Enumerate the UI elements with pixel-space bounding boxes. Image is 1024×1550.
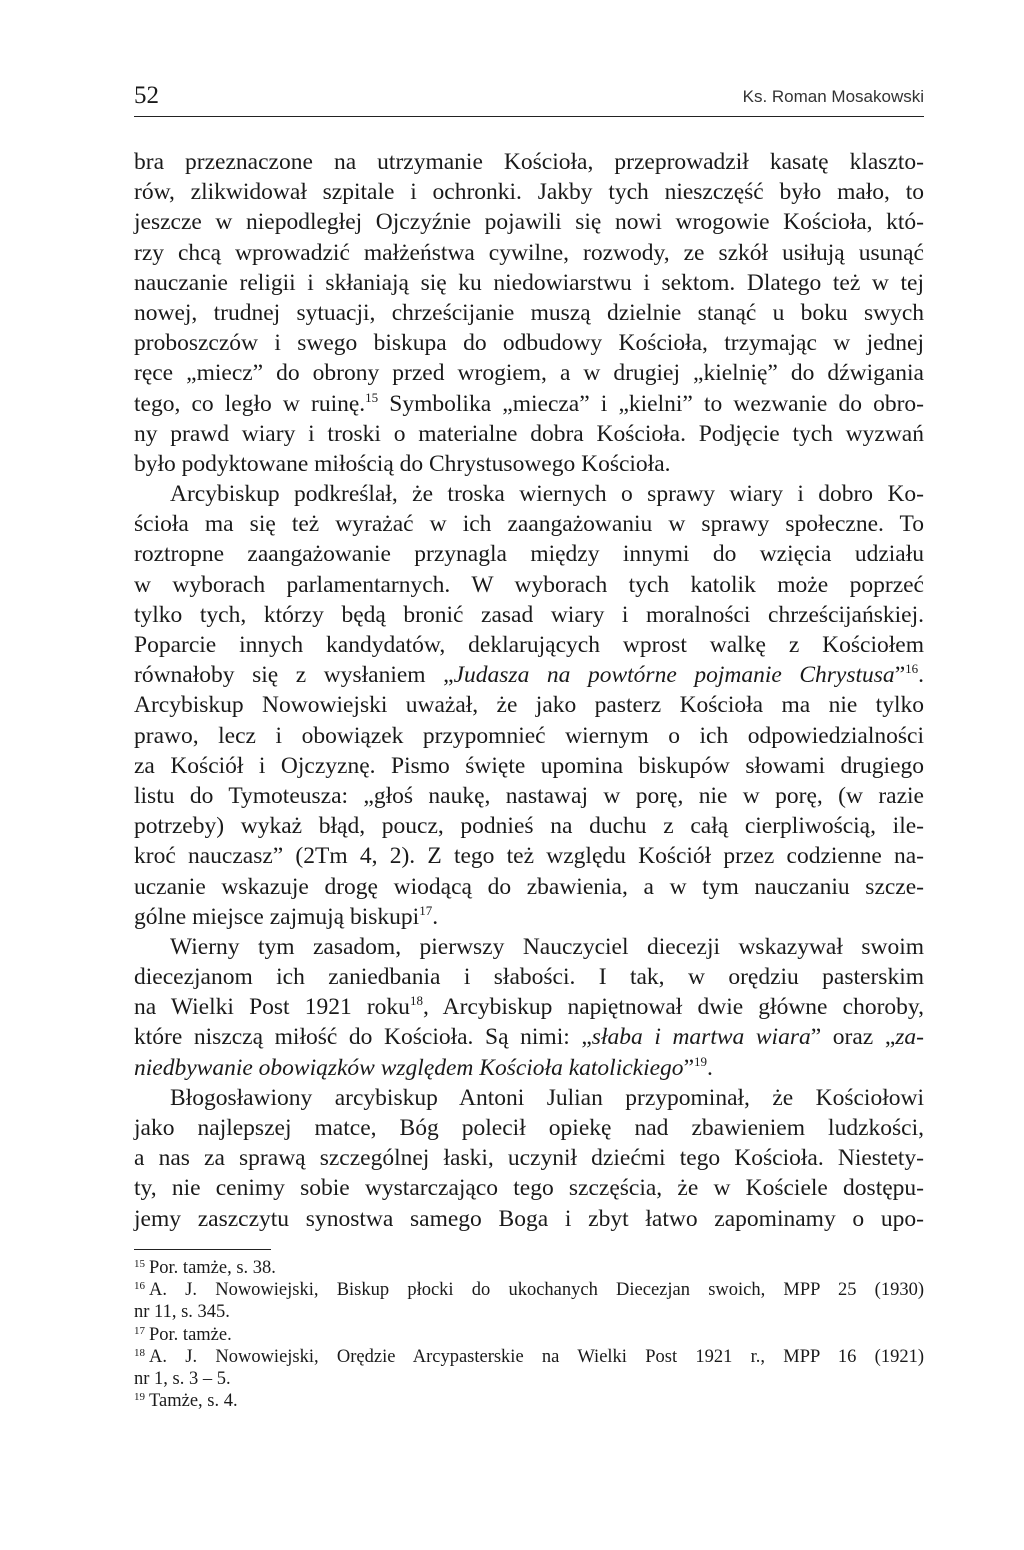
text-line <box>134 1053 924 1083</box>
footnote-divider <box>134 1249 271 1250</box>
text-segment: równałoby się z wysłaniem „ <box>134 662 454 689</box>
text-line: Arcybiskup Nowowiejski uważał, że jako pasterz Kościoła ma nie tylko <box>134 692 924 719</box>
text-segment: ” <box>894 662 906 689</box>
text-line: rzy chcą wprowadzić małżeństwa cywilne, rozwody, ze szkół usiłują usunąć <box>134 239 924 266</box>
text-segment: Symbolika „miecza” i „kielni” to wezwanie do obro- <box>378 390 924 417</box>
italic-quote: za- <box>895 1024 924 1051</box>
footnote <box>134 1390 924 1412</box>
text-line: nowej, trudnej sytuacji, chrześcijanie muszą dzielnie stanąć u boku swych <box>134 299 924 326</box>
text-segment: . <box>918 662 924 689</box>
footnote <box>134 1257 924 1279</box>
footnote-ref: 19 <box>694 1053 707 1069</box>
text-line <box>134 389 924 419</box>
text-line <box>134 992 924 1022</box>
text-line: rów, zlikwidował szpitale i ochronki. Jakby tych nieszczęść było mało, to <box>134 179 924 206</box>
text-line: nauczanie religii i skłaniają się ku niedowiarstwu i sektom. Dlatego też w tej <box>134 269 924 296</box>
text-segment: gólne miejsce zajmują biskupi <box>134 903 420 930</box>
text-line: Błogosławiony arcybiskup Antoni Julian przypominał, że Kościołowi <box>170 1084 924 1111</box>
text-line <box>134 902 924 932</box>
text-line: ny prawd wiary i troski o materialne dobra Kościoła. Podjęcie tych wyzwań <box>134 420 924 447</box>
text-line: proboszczów i swego biskupa do odbudowy Kościoła, trzymając w jednej <box>134 330 924 357</box>
footnote-line <box>134 1324 924 1346</box>
page-header <box>134 82 924 117</box>
text-line: a nas za sprawą szczególnej łaski, uczynił dziećmi tego Kościoła. Niestety- <box>134 1145 924 1172</box>
footnote-line <box>134 1279 924 1301</box>
footnote-line: nr 1, s. 3 – 5. <box>134 1368 231 1389</box>
footnote-line <box>134 1346 924 1368</box>
footnote-line: nr 11, s. 345. <box>134 1302 230 1323</box>
paragraph <box>134 479 924 932</box>
footnote-text: Por. tamże. <box>149 1324 232 1345</box>
footnote-text: Por. tamże, s. 38. <box>149 1258 276 1278</box>
text-line: roztropne zaangażowanie przynagla między innymi do wzięcia udziału <box>134 541 924 568</box>
text-segment: ” oraz „ <box>810 1024 896 1051</box>
body-text <box>134 147 924 1234</box>
footnote-line <box>134 1390 924 1412</box>
text-line: Arcybiskup podkreślał, że troska wiernych o sprawy wiary i dobro Ko- <box>170 481 924 508</box>
text-line <box>134 660 924 690</box>
text-line: diecezjanom ich zaniedbania i słabości. I tak, w orędziu pasterskim <box>134 964 924 991</box>
text-segment: . <box>432 903 439 930</box>
text-segment: . <box>707 1054 713 1081</box>
footnote-ref: 17 <box>419 902 433 918</box>
footnote-number: 19 <box>134 1391 145 1404</box>
paragraph <box>134 932 924 1083</box>
page-number: 52 <box>134 82 159 109</box>
text-line: jako najlepszej matce, Bóg polecił opiekę nad zbawieniem ludzkości, <box>134 1115 924 1141</box>
footnotes <box>134 1257 924 1412</box>
footnote-number: 15 <box>134 1258 145 1270</box>
text-line: jeszcze w niepodległej Ojczyźnie pojawili się nowi wrogowie Kościoła, któ- <box>134 209 924 236</box>
text-segment: które niszczą miłość do Kościoła. Są nimi: „ <box>134 1024 592 1051</box>
text-line: ręce „miecz” do obrony przed wrogiem, a w drugiej „kielnię” do dźwigania <box>134 360 924 387</box>
text-segment: , Arcybiskup napiętnował dwie główne choroby, <box>422 994 924 1021</box>
footnote <box>134 1346 924 1390</box>
footnote-text: A. J. Nowowiejski, Biskup płocki do ukochanych Diecezjan swoich, MPP 25 (1930) <box>149 1280 924 1301</box>
text-segment: ” <box>683 1054 694 1081</box>
footnote-number: 16 <box>134 1280 145 1293</box>
footnote-text: Tamże, s. 4. <box>149 1391 238 1412</box>
footnote-number: 18 <box>134 1346 145 1359</box>
running-head-author: Ks. Roman Mosakowski <box>742 87 924 106</box>
footnote-line <box>134 1257 924 1279</box>
text-line: w wyborach parlamentarnych. W wyborach tych katolik może poprzeć <box>134 571 924 598</box>
text-line: ty, nie cenimy sobie wystarczająco tego szczęścia, że w Kościele dostępu- <box>134 1175 924 1202</box>
footnote <box>134 1324 924 1346</box>
text-line: było podyktowane miłością do Chrystusowego Kościoła. <box>134 450 671 477</box>
text-line: ścioła ma się też wyrażać w ich zaangażowaniu w sprawy społeczne. To <box>134 511 924 538</box>
footnote-text: A. J. Nowowiejski, Orędzie Arcypasterskie na Wielki Post 1921 r., MPP 16 (1921) <box>149 1346 924 1367</box>
text-line: kroć nauczasz” (2Tm 4, 2). Z tego też względu Kościół przez codzienne na- <box>134 843 924 870</box>
footnote-ref: 18 <box>409 993 423 1009</box>
text-line: jemy zaszczytu synostwa samego Boga i zbyt łatwo zapominamy o upo- <box>134 1205 924 1232</box>
text-line: uczanie wskazuje drogę wiodącą do zbawienia, a w tym nauczaniu szcze- <box>134 873 924 900</box>
footnote-ref: 16 <box>905 661 919 677</box>
text-line <box>134 1022 924 1052</box>
text-line: tylko tych, którzy będą bronić zasad wiary i moralności chrześcijańskiej. <box>134 601 924 628</box>
text-line: Wierny tym zasadom, pierwszy Nauczyciel diecezji wskazywał swoim <box>170 933 924 960</box>
paragraph <box>134 1083 924 1234</box>
text-segment: tego, co legło w ruinę. <box>134 390 366 417</box>
footnote-ref: 15 <box>365 389 379 405</box>
text-line: prawo, lecz i obowiązek przypomnieć wiernym o ich odpowiedzialności <box>134 722 924 749</box>
text-line: za Kościół i Ojczyznę. Pismo święte upomina biskupów słowami drugiego <box>134 752 924 779</box>
italic-quote: niedbywanie obowiązków względem Kościoła katolickiego <box>134 1054 684 1081</box>
text-line: listu do Tymoteusza: „głoś naukę, nastawaj w porę, nie w porę, (w razie <box>134 782 924 809</box>
text-line: potrzeby) wykaż błąd, poucz, podnieś na duchu z całą cierpliwością, ile- <box>134 813 924 840</box>
paragraph <box>134 147 924 479</box>
italic-quote: słaba i martwa wiara <box>591 1024 811 1051</box>
footnote <box>134 1279 924 1323</box>
italic-quote: Judasza na powtórne pojmanie Chrystusa <box>453 662 895 689</box>
footnote-number: 17 <box>134 1324 145 1337</box>
text-segment: na Wielki Post 1921 roku <box>134 994 410 1021</box>
text-line: bra przeznaczone na utrzymanie Kościoła, przeprowadził kasatę klaszto- <box>134 149 924 175</box>
text-line: Poparcie innych kandydatów, deklarujących wprost walkę z Kościołem <box>134 632 924 658</box>
